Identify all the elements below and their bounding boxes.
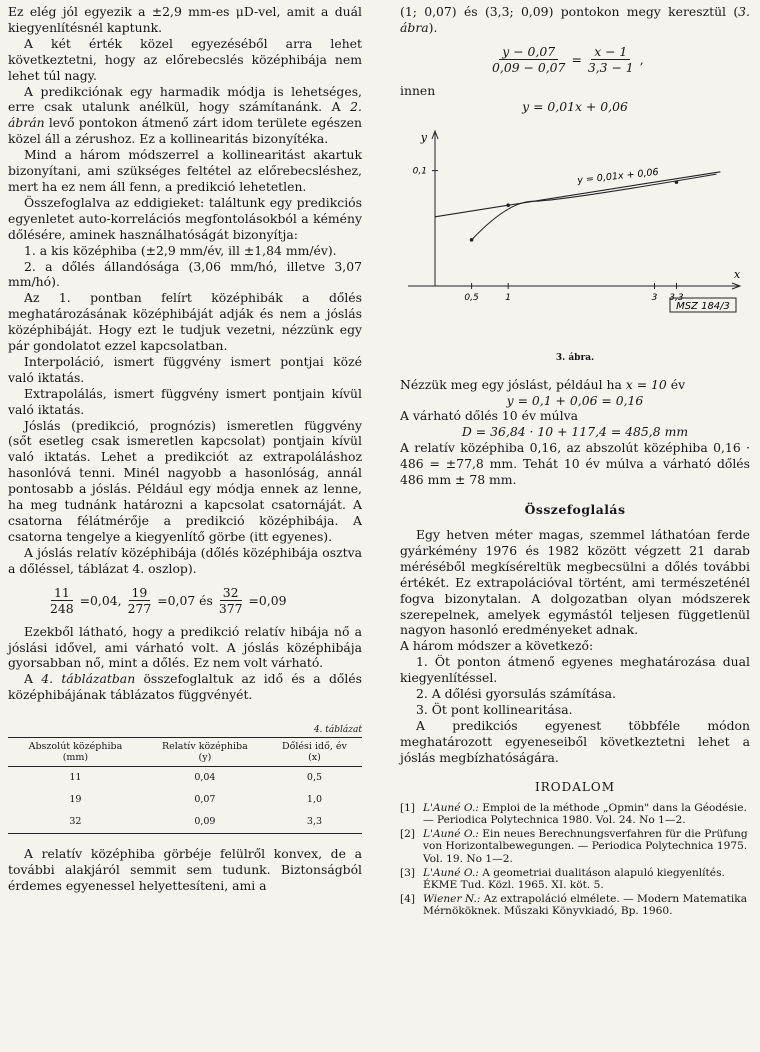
paragraph: Interpoláció, ismert függvény ismert pontjai közé való iktatás. xyxy=(8,353,362,385)
paragraph: innen xyxy=(400,82,436,98)
x-tick-label: 3,3 xyxy=(669,292,684,303)
paragraph: Extrapolálás, ismert függvény ismert pontjain kívül való iktatás. xyxy=(8,385,362,417)
data-table xyxy=(8,737,362,834)
paragraph: A három módszer a következő: xyxy=(400,638,594,654)
column-header: Dőlési idő, év (x) xyxy=(267,738,362,767)
list-item: 1. Öt ponton átmenő egyenes meghatározása dual kiegyenlítéssel. xyxy=(400,654,750,686)
list-item: 3. Öt pont kollinearitása. xyxy=(416,701,573,717)
list-item: 2. a dőlés állandósága (3,06 mm/hó, illetve 3,07 mm/hó). xyxy=(8,258,362,290)
fraction: $\frac{y - 0,07}{0,09 - 0,07}$ xyxy=(492,43,566,75)
table-row: 19 0,07 1,0 xyxy=(69,794,323,806)
fraction: $\frac{19}{277}$ xyxy=(127,584,152,616)
paragraph: Ezekből látható, hogy a predikció relatív hibája nő a jóslási idővel, ami várható volt. A jóslás középhibája gyorsabban nő, mint a dőlés. Ez nem volt várható. xyxy=(8,623,362,671)
paragraph: Ez elég jól egyezik a ±2,9 mm-es μD-vel, amit a duál kiegyenlítésnél kaptunk. xyxy=(8,4,362,35)
paragraph: A 4. táblázatban összefoglaltuk az idő és a dőlés középhibájának táblázatos függvényét. xyxy=(8,671,362,703)
figure-caption: 3. ábra. xyxy=(555,352,595,363)
fraction: $\frac{11}{248}$ xyxy=(50,584,74,616)
paragraph: Az 1. pontban felírt középhibák a dőlés meghatározásának középhibáját adják és nem a jóslás középhibáját. Hogy ezt le tudjuk vezetni, nézzünk egy pár gondolatot ezzel kapcsolatban. xyxy=(8,290,362,354)
paragraph: Mind a három módszerrel a kollinearitást akartuk bizonyítani, ami szükséges feltétel az előrebecsléshez, mert ha ez nem áll fenn, a predikció lehetetlen. xyxy=(8,147,362,194)
paragraph: Egy hetven méter magas, szemmel láthatóan ferde gyárkémény 1976 és 1982 között végzett 21 darab méréséből megkíséreltük megbecsülni a dőlés további értékét. Ez extrapolációval történt, ami természeténél fogva bizonytalan. A dolgozatban olyan módszerek szerepelnek, amelyek egymástól teljesen függetlenül nagyon hasonló eredményeket adnak. xyxy=(400,526,750,638)
list-item: 1. a kis középhiba (±2,9 mm/év, ill ±1,84 mm/év). xyxy=(24,242,337,258)
equation: D = 36,84 · 10 + 117,4 = 485,8 mm xyxy=(461,424,689,440)
reference-item: [3] L'Auné O.: A geometriai dualitáson alapuló kiegyenlítés. ÉKME Tud. Közl. 1965. XI. köt. 5. xyxy=(400,866,725,892)
x-axis-label: x xyxy=(734,267,741,281)
list-item: 2. A dőlési gyorsulás számítása. xyxy=(416,686,616,702)
paragraph: A várható dőlés 10 év múlva xyxy=(400,408,578,424)
references-title: IRODALOM xyxy=(535,779,615,794)
data-point xyxy=(470,238,474,242)
line-equation-fractions: $\frac{y - 0,07}{0,09 - 0,07}$ = $\frac{x - 1}{3,3 - 1}$ , xyxy=(492,43,644,75)
paragraph: Jóslás (predikció, prognózis) ismeretlen függvény (sőt esetleg csak ismeretlen kapcsolat) pontjain kívül való iktatás. Lehet a predikciót az extrapoláláshoz hasonlóvá tenni. Minél nagyobb a hasonlóság, annál pontosabb a jóslás. Például egy módja ennek az lenne, ha meg tudnánk határozni a kapcsolat csatornáját. A csatorna félátmérője a predikció középhibája. A csatorna tengelye a kiegyenlítő görbe (itt egyenes). xyxy=(8,417,362,544)
reference-item: [4] Wiener N.: Az extrapoláció elmélete. — Modern Matematika Mérnököknek. Műszaki Könyvkiadó, Bp. 1960. xyxy=(400,892,748,918)
paragraph: A relatív középhiba 0,16, az abszolút középhiba 0,16 · 486 = ±77,8 mm. Tehát 10 év múlva a várható dőlés 486 mm ± 78 mm. xyxy=(400,440,750,488)
figure-3 xyxy=(400,121,750,351)
equation: y = 0,1 + 0,06 = 0,16 xyxy=(506,392,644,408)
paragraph: A predikciónak egy harmadik módja is lehetséges, erre csak utalunk anélkül, hogy számítanánk. A 2. ábrán levő pontokon átmenő zárt idom területe egészen közel áll a zérushoz. Ez a kollinearitás bizonyítéka. xyxy=(8,83,362,147)
table-row: 32 0,09 3,3 xyxy=(8,811,362,834)
paragraph: A relatív középhiba görbéje felülről konvex, de a további alakjáról semmit sem tudunk. Biztonságból érdemes egyenessel helyettesíteni, ami a xyxy=(8,846,362,893)
data-point xyxy=(506,203,510,207)
reference-item: [1] L'Auné O.: Emploi de la méthode „Opmin" dans la Géodésie. — Periodica Polytechnica 1980. Vol. 24. No 1—2. xyxy=(400,801,747,827)
reference-item: [2] L'Auné O.: Ein neues Berechnungsverfahren für die Prüfung von Horizontalbewegungen. — Periodica Polytechnica 1975. Vol. 19. No 1—2. xyxy=(400,827,748,865)
paragraph: Nézzük meg egy jóslást, például ha x = 10 év xyxy=(400,376,686,392)
column-header: Abszolút középhiba (mm) xyxy=(8,738,143,767)
stamp-label: MSZ 184/3 xyxy=(676,300,730,312)
line-label: y = 0,01x + 0,06 xyxy=(576,166,660,186)
right-column xyxy=(400,4,750,919)
paragraph: A predikciós egyenest többféle módon meghatározott egyeneseiből következtetni lehet a jóslás megbízhatóságára. xyxy=(400,717,750,765)
relative-error-equation: $\frac{11}{248}$ =0,04, $\frac{19}{277}$ =0,07 és $\frac{32}{377}$ =0,09 xyxy=(50,584,287,616)
equation: y = 0,01x + 0,06 xyxy=(522,98,628,114)
x-tick-label: 0,5 xyxy=(464,292,479,303)
y-axis-label: y xyxy=(420,130,427,144)
chart-svg xyxy=(400,121,750,351)
fraction: $\frac{x - 1}{3,3 - 1}$ xyxy=(587,43,634,75)
x-tick-label: 3 xyxy=(651,292,658,303)
table-row: 11 0,04 0,5 xyxy=(69,772,323,784)
paragraph: A jóslás relatív középhibája (dőlés középhibája osztva a dőléssel, táblázat 4. oszlop). xyxy=(8,544,362,576)
fraction: $\frac{32}{377}$ xyxy=(218,584,243,616)
paragraph: Összefoglalva az eddigieket: találtunk egy predikciós egyenletet auto-korrelációs megfontolásokból a kémény dőlésére, aminek használhatóságát bizonyítja: xyxy=(8,194,362,242)
section-title: Összefoglalás xyxy=(524,501,626,517)
table-caption: 4. táblázat xyxy=(313,725,362,736)
x-tick-label: 1 xyxy=(505,292,512,303)
paragraph: A két érték közel egyezéséből arra lehet következtetni, hogy az előrebecslés középhibája nem lehet túl nagy. xyxy=(8,35,362,83)
reference-list xyxy=(400,802,750,918)
y-tick-label: 0,1 xyxy=(412,166,427,177)
data-point xyxy=(675,180,679,184)
left-column xyxy=(8,4,362,894)
paragraph: (1; 0,07) és (3,3; 0,09) pontokon megy keresztül (3. ábra). xyxy=(400,4,750,35)
column-header: Relatív középhiba (y) xyxy=(143,738,267,767)
